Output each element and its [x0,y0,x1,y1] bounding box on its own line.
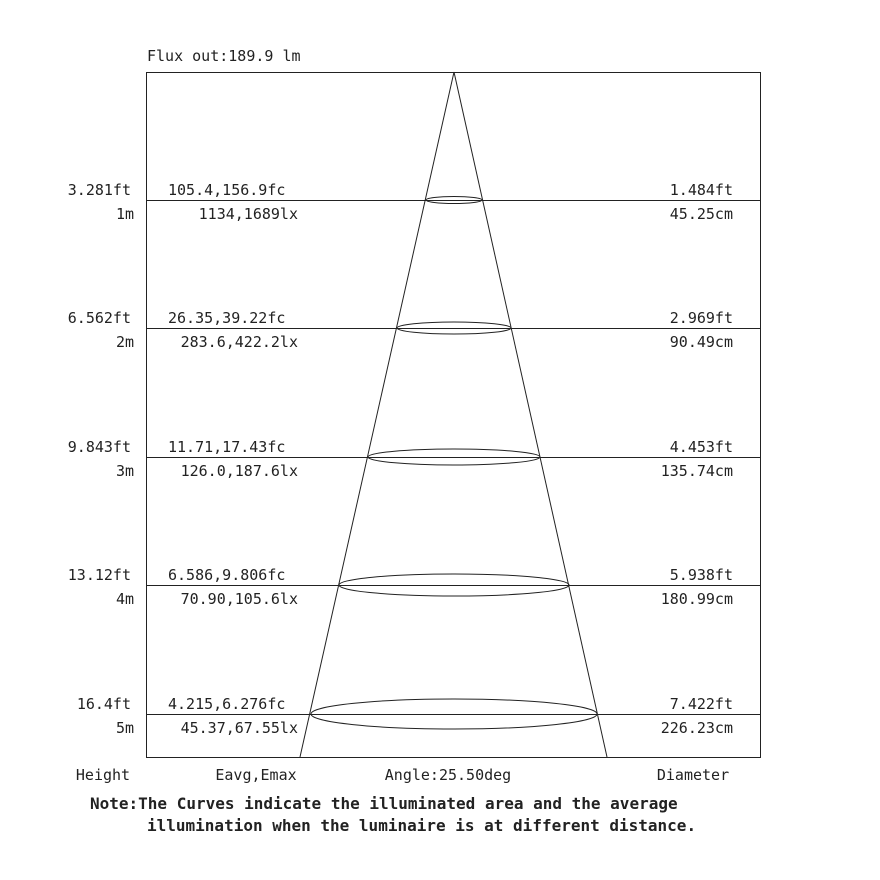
diameter-cm-label: 226.23cm [660,719,733,737]
distance-row [68,181,760,223]
distance-row [68,438,760,480]
height-ft-label: 3.281ft [67,181,131,199]
illuminance-column-header: Eavg,Emax [215,766,297,784]
diagram-frame [147,73,761,758]
diameter-ft-label: 7.422ft [669,695,733,713]
diameter-column-header: Diameter [656,766,730,784]
note-line-2: illumination when the luminaire is at different distance. [147,816,697,835]
illuminance-fc-label: 4.215,6.276fc [168,695,286,713]
illuminance-lx-label: 126.0,187.6lx [180,462,298,480]
diameter-ft-label: 4.453ft [669,438,733,456]
diameter-ft-label: 1.484ft [669,181,733,199]
height-m-label: 2m [115,333,134,351]
illuminance-fc-label: 26.35,39.22fc [168,309,286,327]
illuminance-fc-label: 6.586,9.806fc [168,566,286,584]
beam-angle-label: Angle:25.50deg [384,766,512,784]
illuminance-fc-label: 105.4,156.9fc [168,181,286,199]
illuminance-lx-label: 283.6,422.2lx [180,333,298,351]
height-ft-label: 16.4ft [76,695,131,713]
beam-cone-right-edge [454,72,607,757]
height-m-label: 1m [115,205,134,223]
illuminance-lx-label: 1134,1689lx [198,205,298,223]
distance-row [68,566,760,608]
diameter-ft-label: 2.969ft [669,309,733,327]
diameter-cm-label: 180.99cm [660,590,733,608]
illuminance-fc-label: 11.71,17.43fc [168,438,286,456]
distance-row [77,695,760,737]
diameter-cm-label: 45.25cm [669,205,733,223]
beam-cone-left-edge [300,72,454,757]
illuminance-lx-label: 70.90,105.6lx [180,590,298,608]
diameter-cm-label: 135.74cm [660,462,733,480]
height-column-header: Height [75,766,131,784]
height-ft-label: 9.843ft [67,438,131,456]
flux-output-label: Flux out:189.9 lm [147,47,301,65]
diameter-ft-label: 5.938ft [669,566,733,584]
diameter-cm-label: 90.49cm [669,333,733,351]
height-ft-label: 13.12ft [67,566,131,584]
illuminance-lx-label: 45.37,67.55lx [180,719,298,737]
height-m-label: 5m [115,719,134,737]
height-ft-label: 6.562ft [67,309,131,327]
distance-rows [68,181,760,737]
note-line-1: Note:The Curves indicate the illuminated area and the average [90,794,678,813]
height-m-label: 4m [115,590,134,608]
height-m-label: 3m [115,462,134,480]
distance-row [68,309,760,351]
